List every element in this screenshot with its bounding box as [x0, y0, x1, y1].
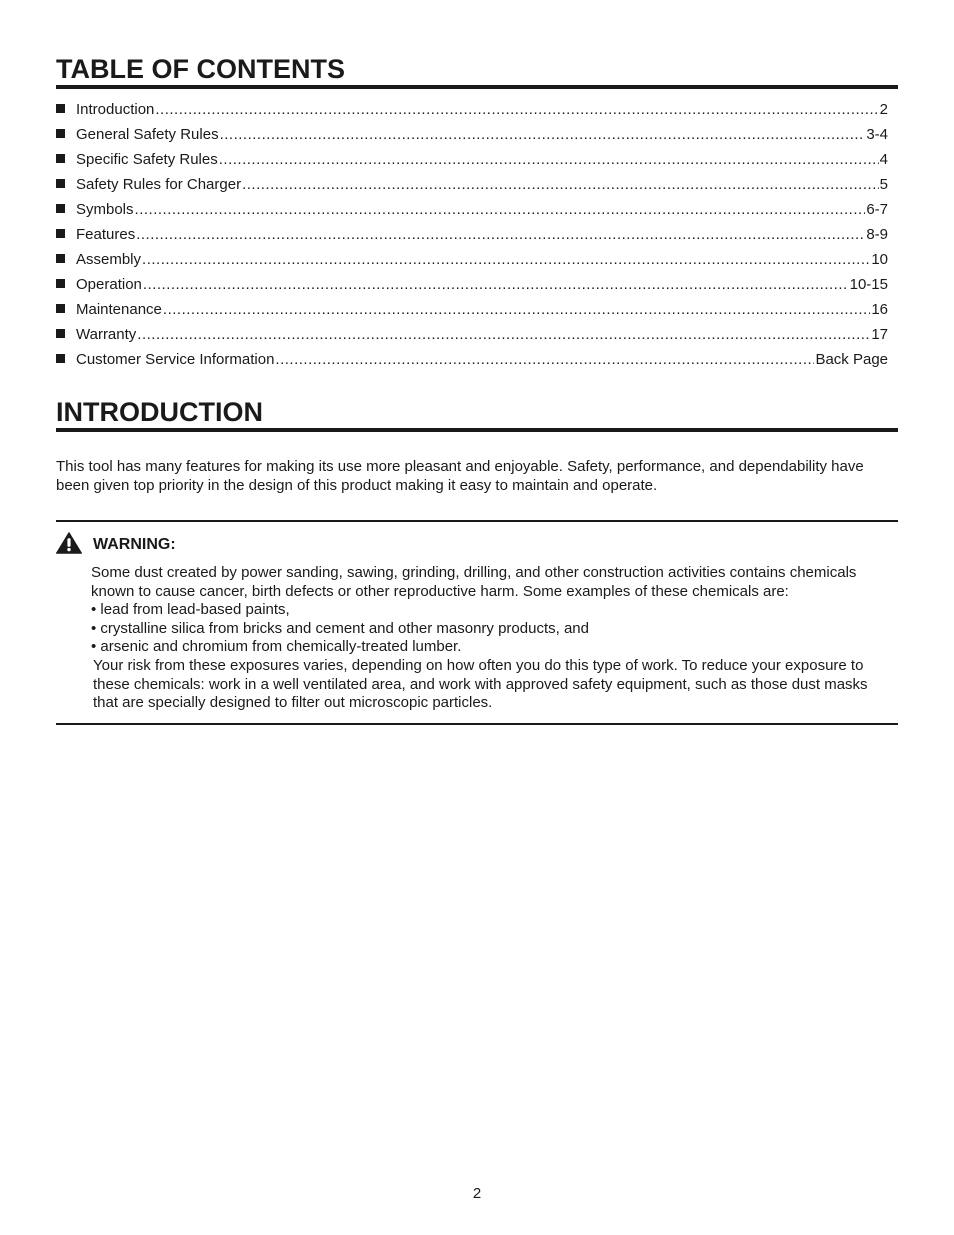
toc-item-label: Specific Safety Rules [76, 151, 218, 168]
dot-leader [137, 322, 870, 347]
toc-item-label: Maintenance [76, 301, 162, 318]
toc-item-label: Warranty [76, 326, 137, 343]
toc-item-label: Introduction [76, 101, 155, 118]
toc-item-customer-service-information[interactable] [56, 347, 888, 372]
toc-item-label: General Safety Rules [76, 126, 219, 143]
toc-item-page: 5 [879, 176, 888, 193]
square-bullet-icon [56, 254, 65, 263]
toc-title: TABLE OF CONTENTS [56, 54, 898, 89]
dot-leader [219, 147, 879, 172]
introduction-paragraph: This tool has many features for making its use more pleasant and enjoyable. Safety, performance, and dependability have been given top priority in the design of this product making it easy to maintain and operate. [56, 458, 864, 494]
dot-leader [135, 197, 866, 222]
warning-examples-list [91, 601, 891, 657]
toc-item-label: Symbols [76, 201, 134, 218]
toc-item-page: 16 [871, 301, 888, 318]
dot-leader [142, 247, 870, 272]
warning-body [91, 564, 891, 713]
square-bullet-icon [56, 104, 65, 113]
toc-item-maintenance[interactable] [56, 297, 888, 322]
toc-list [56, 97, 888, 372]
page-number: 2 [472, 1185, 482, 1202]
warning-closing: Your risk from these exposures varies, depending on how often you do this type of work. To reduce your exposure to these chemicals: work in a well ventilated area, and work with approved safety equipment, such as those dust masks that are specially designed to filter out microscopic particles. [93, 656, 868, 712]
square-bullet-icon [56, 229, 65, 238]
toc-item-features[interactable] [56, 222, 888, 247]
toc-item-label: Operation [76, 276, 142, 293]
dot-leader [242, 172, 879, 197]
dot-leader [136, 222, 865, 247]
warning-box [56, 520, 898, 725]
warning-triangle-icon [56, 532, 82, 554]
toc-item-label: Safety Rules for Charger [76, 176, 242, 193]
square-bullet-icon [56, 179, 65, 188]
square-bullet-icon [56, 154, 65, 163]
warning-example: • arsenic and chromium from chemically-treated lumber. [91, 638, 891, 657]
toc-item-safety-rules-for-charger[interactable] [56, 172, 888, 197]
warning-intro: Some dust created by power sanding, sawing, grinding, drilling, and other construction activities contains chemicals known to cause cancer, birth defects or other reproductive harm. Some examples of these chemicals are: [91, 564, 857, 600]
toc-item-page: 10 [871, 251, 888, 268]
dot-leader [275, 347, 814, 372]
square-bullet-icon [56, 304, 65, 313]
toc-item-specific-safety-rules[interactable] [56, 147, 888, 172]
warning-example: • crystalline silica from bricks and cement and other masonry products, and [91, 620, 891, 639]
dot-leader [220, 122, 866, 147]
toc-item-page: 2 [879, 101, 888, 118]
toc-item-label: Customer Service Information [76, 351, 275, 368]
toc-item-symbols[interactable] [56, 197, 888, 222]
square-bullet-icon [56, 354, 65, 363]
toc-item-page: 6-7 [866, 201, 888, 218]
toc-item-introduction[interactable] [56, 97, 888, 122]
toc-item-assembly[interactable] [56, 247, 888, 272]
toc-item-label: Features [76, 226, 136, 243]
toc-item-page: Back Page [815, 351, 888, 368]
dot-leader [143, 272, 849, 297]
square-bullet-icon [56, 129, 65, 138]
introduction-title: INTRODUCTION [56, 397, 898, 432]
toc-item-general-safety-rules[interactable] [56, 122, 888, 147]
square-bullet-icon [56, 279, 65, 288]
square-bullet-icon [56, 329, 65, 338]
toc-item-page: 8-9 [866, 226, 888, 243]
toc-item-operation[interactable] [56, 272, 888, 297]
toc-item-page: 3-4 [866, 126, 888, 143]
dot-leader [163, 297, 870, 322]
toc-item-page: 4 [879, 151, 888, 168]
dot-leader [155, 97, 878, 122]
warning-example: • lead from lead-based paints, [91, 601, 891, 620]
warning-heading: WARNING: [93, 536, 176, 553]
square-bullet-icon [56, 204, 65, 213]
toc-item-page: 17 [871, 326, 888, 343]
toc-item-page: 10-15 [849, 276, 888, 293]
toc-item-label: Assembly [76, 251, 142, 268]
toc-item-warranty[interactable] [56, 322, 888, 347]
